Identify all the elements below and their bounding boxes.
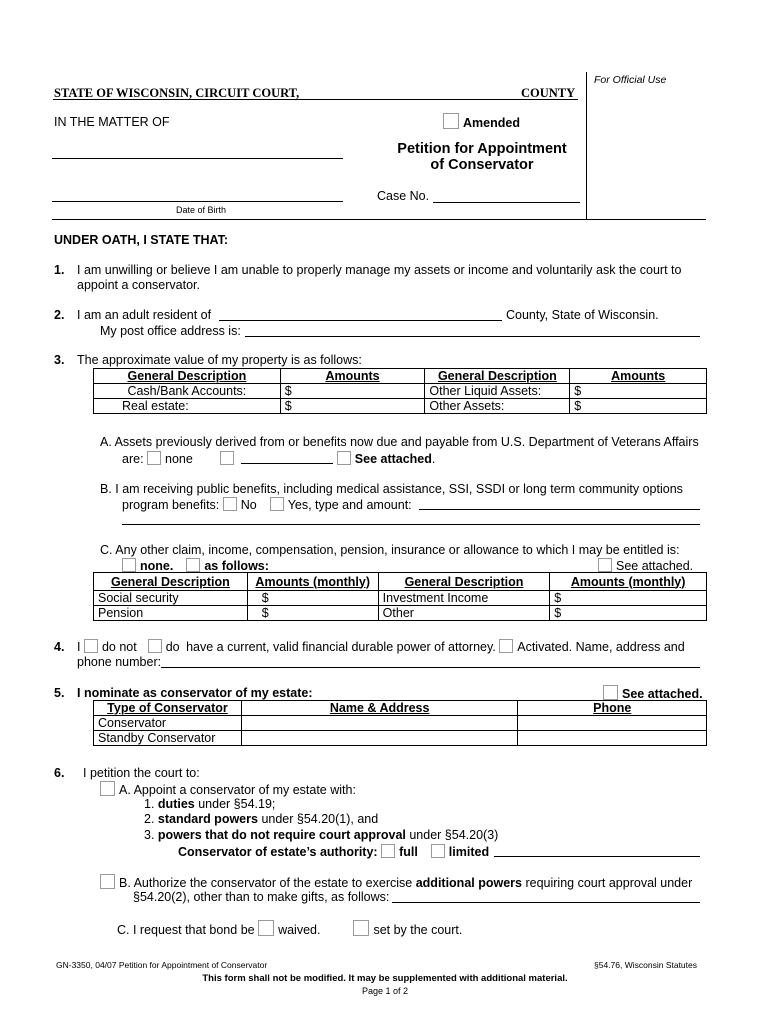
- property-desc-cell: Real estate:: [94, 399, 281, 414]
- item4-line1: [77, 639, 685, 654]
- income-amount-cell[interactable]: $: [247, 591, 378, 606]
- income-amount-cell[interactable]: $: [550, 606, 707, 621]
- property-amount-cell[interactable]: $: [570, 384, 707, 399]
- property-desc-cell: Cash/Bank Accounts:: [94, 384, 281, 399]
- income-header-cell: Amounts (monthly): [247, 573, 378, 591]
- income-desc-cell: Social security: [94, 591, 248, 606]
- table-row: [94, 731, 707, 746]
- limited-authority-field[interactable]: [494, 856, 700, 857]
- table-row: [94, 591, 707, 606]
- case-no-field[interactable]: [433, 202, 580, 203]
- item6a-2-number: 2.: [144, 812, 155, 826]
- bond-set-checkbox[interactable]: [353, 920, 369, 936]
- phone-number-label: phone number:: [77, 655, 162, 669]
- activated-label: Activated. Name, address and: [517, 640, 685, 654]
- modification-notice: This form shall not be modified. It may be supplemented with additional material.: [202, 973, 568, 984]
- item2-number: 2.: [54, 308, 65, 322]
- authority-label: Conservator of estate’s authority:: [178, 845, 378, 859]
- property-header-cell: General Description: [425, 369, 570, 384]
- official-use-divider: [586, 72, 587, 220]
- property-desc-cell: Other Liquid Assets:: [425, 384, 570, 399]
- item5-label: I nominate as conservator of my estate:: [77, 686, 313, 700]
- conservator-see-attached-label: See attached.: [622, 687, 703, 701]
- income-header-cell: General Description: [94, 573, 248, 591]
- program-benefits-label: program benefits:: [122, 498, 220, 512]
- court-heading: STATE OF WISCONSIN, CIRCUIT COURT,: [54, 86, 300, 100]
- item6a-text: A. Appoint a conservator of my estate with:: [119, 783, 356, 797]
- income-header-cell: General Description: [378, 573, 550, 591]
- claims-none-label: none.: [140, 559, 174, 573]
- are-label: are:: [122, 452, 144, 466]
- limited-label: limited: [448, 845, 490, 859]
- item5-number: 5.: [54, 686, 65, 700]
- conservator-header-cell: Type of Conservator: [94, 701, 242, 716]
- appoint-conservator-checkbox[interactable]: [100, 781, 115, 796]
- county-heading: COUNTY: [521, 86, 576, 100]
- property-header-cell: General Description: [94, 369, 281, 384]
- item4-number: 4.: [54, 640, 65, 654]
- claims-none-checkbox[interactable]: [122, 558, 136, 572]
- benefits-no-label: No: [240, 498, 257, 512]
- authority-full-checkbox[interactable]: [381, 844, 395, 858]
- amended-checkbox[interactable]: [443, 113, 459, 129]
- form-title-line2: of Conservator: [430, 157, 534, 173]
- bond-label: C. I request that bond be: [117, 923, 255, 937]
- benefits-type-field-line2[interactable]: [122, 524, 700, 525]
- claims-follows-checkbox[interactable]: [186, 558, 200, 572]
- case-no-label: Case No.: [377, 189, 430, 203]
- item1-text-line2: appoint a conservator.: [77, 278, 200, 292]
- item6a-1: [144, 797, 275, 811]
- see-attached-period: .: [431, 452, 436, 466]
- property-desc-cell: Other Assets:: [425, 399, 570, 414]
- property-amount-cell[interactable]: $: [280, 384, 425, 399]
- property-table: [93, 368, 707, 414]
- poa-activated-checkbox[interactable]: [499, 639, 513, 653]
- income-table: [93, 572, 707, 621]
- item6c-options: [117, 920, 462, 937]
- header-bottom-rule: [52, 219, 706, 220]
- income-desc-cell: Investment Income: [378, 591, 550, 606]
- bond-waived-checkbox[interactable]: [258, 920, 274, 936]
- item3c-text: C. Any other claim, income, compensation, pension, insurance or allowance to which I may be entitled is:: [100, 543, 680, 557]
- item6a-2-bold: standard powers: [157, 812, 258, 826]
- claims-see-attached-option[interactable]: [598, 558, 693, 573]
- oath-heading: UNDER OATH, I STATE THAT:: [54, 233, 229, 247]
- amended-option[interactable]: [443, 113, 520, 130]
- do-not-label: do not: [101, 640, 137, 654]
- address-field[interactable]: [245, 336, 700, 337]
- item3-number: 3.: [54, 353, 65, 367]
- table-row: [94, 384, 707, 399]
- item6a-2: [144, 812, 378, 826]
- table-row: [94, 399, 707, 414]
- item3b-options: [122, 497, 412, 512]
- item6-label: I petition the court to:: [83, 766, 200, 780]
- conservator-header-cell: Name & Address: [241, 701, 517, 716]
- claims-follows-label: as follows:: [204, 559, 269, 573]
- dob-label: Date of Birth: [176, 205, 227, 215]
- see-attached-label: See attached: [354, 452, 432, 466]
- item3b-text: B. I am receiving public benefits, including medical assistance, SSI, SSDI or long term community options: [100, 482, 683, 496]
- claims-see-attached-checkbox[interactable]: [598, 558, 612, 572]
- conservator-see-attached-option[interactable]: [603, 685, 703, 701]
- authority-options: [178, 844, 489, 859]
- poa-text: have a current, valid financial durable power of attorney.: [186, 640, 496, 654]
- item1-text-line1: I am unwilling or believe I am unable to properly manage my assets or income and voluntarily ask the court to: [77, 263, 682, 277]
- item6a-option[interactable]: [100, 781, 356, 797]
- conservator-name-cell[interactable]: [241, 731, 517, 746]
- property-amount-cell[interactable]: $: [570, 399, 707, 414]
- property-amount-cell[interactable]: $: [280, 399, 425, 414]
- dob-field[interactable]: [52, 201, 343, 202]
- item3a-options: [122, 451, 435, 466]
- conservator-see-attached-checkbox[interactable]: [603, 685, 618, 700]
- item6b-post: requiring court approval under: [525, 876, 693, 890]
- item6a-1-bold: duties: [157, 797, 195, 811]
- table-row: [94, 716, 707, 731]
- item6a-1-number: 1.: [144, 797, 155, 811]
- authority-limited-checkbox[interactable]: [431, 844, 445, 858]
- statute-reference: §54.76, Wisconsin Statutes: [594, 960, 698, 970]
- property-table-header: [94, 369, 707, 384]
- item1-number: 1.: [54, 263, 65, 277]
- additional-powers-field[interactable]: [392, 902, 700, 903]
- veterans-amount-checkbox[interactable]: [220, 451, 234, 465]
- property-header-cell: Amounts: [570, 369, 707, 384]
- item6a-3-rest: under §54.20(3): [409, 828, 499, 842]
- item6b-bold: additional powers: [415, 876, 522, 890]
- full-label: full: [399, 845, 418, 859]
- item6-number: 6.: [54, 766, 65, 780]
- item6b-pre: B. Authorize the conservator of the estate to exercise: [119, 876, 413, 890]
- conservator-table: [93, 700, 707, 746]
- conservator-phone-cell[interactable]: [518, 731, 707, 746]
- none-label: none: [165, 452, 193, 466]
- veterans-amount-field[interactable]: [241, 452, 333, 464]
- form-title-line1: Petition for Appointment: [397, 141, 567, 157]
- item6a-1-rest: under §54.19;: [198, 797, 276, 811]
- benefits-no-checkbox[interactable]: [223, 497, 237, 511]
- address-label: My post office address is:: [100, 324, 241, 338]
- form-id: GN-3350, 04/07 Petition for Appointment of Conservator: [56, 960, 268, 970]
- item3a-text: A. Assets previously derived from or benefits now due and payable from U.S. Department of Veterans Affairs: [100, 435, 699, 449]
- official-use-label: For Official Use: [594, 74, 667, 86]
- in-the-matter-of: IN THE MATTER OF: [54, 115, 170, 129]
- conservator-type-cell: Standby Conservator: [94, 731, 242, 746]
- income-desc-cell: Other: [378, 606, 550, 621]
- conservator-name-cell[interactable]: [241, 716, 517, 731]
- conservator-table-header: [94, 701, 707, 716]
- item6a-2-rest: under §54.20(1), and: [261, 812, 379, 826]
- table-row: [94, 606, 707, 621]
- conservator-phone-cell[interactable]: [518, 716, 707, 731]
- court-rule: [53, 99, 578, 100]
- claims-see-attached-label: See attached.: [616, 559, 694, 573]
- set-label: set by the court.: [373, 923, 463, 937]
- poa-do-checkbox[interactable]: [148, 639, 162, 653]
- item6a-3-bold: powers that do not require court approval: [157, 828, 406, 842]
- income-amount-cell[interactable]: $: [247, 606, 378, 621]
- conservator-type-cell: Conservator: [94, 716, 242, 731]
- additional-powers-checkbox[interactable]: [100, 874, 115, 889]
- poa-contact-field[interactable]: [161, 667, 700, 668]
- waived-label: waived.: [278, 923, 321, 937]
- item6a-3: [144, 828, 498, 842]
- benefits-yes-checkbox[interactable]: [270, 497, 284, 511]
- veterans-see-attached-checkbox[interactable]: [337, 451, 351, 465]
- item3-label: The approximate value of my property is as follows:: [77, 353, 362, 367]
- matter-name-field[interactable]: [52, 158, 343, 159]
- item4-i: I: [77, 640, 81, 654]
- item3c-options: [122, 558, 269, 573]
- income-amount-cell[interactable]: $: [550, 591, 707, 606]
- conservator-header-cell: Phone: [518, 701, 707, 716]
- poa-do-not-checkbox[interactable]: [84, 639, 98, 653]
- county-field[interactable]: [219, 320, 502, 321]
- benefits-type-field[interactable]: [419, 509, 700, 510]
- item2-county-suffix: County, State of Wisconsin.: [506, 308, 659, 322]
- income-desc-cell: Pension: [94, 606, 248, 621]
- amended-label: Amended: [463, 116, 520, 130]
- item2-label: I am an adult resident of: [77, 308, 212, 322]
- income-header-cell: Amounts (monthly): [550, 573, 707, 591]
- veterans-none-checkbox[interactable]: [147, 451, 161, 465]
- item6a-3-number: 3.: [144, 828, 155, 842]
- item6b-option[interactable]: [100, 874, 692, 890]
- income-table-header: [94, 573, 707, 591]
- page-number: Page 1 of 2: [361, 986, 409, 996]
- benefits-yes-label: Yes, type and amount:: [287, 498, 412, 512]
- item6b-line2: §54.20(2), other than to make gifts, as follows:: [133, 890, 390, 904]
- do-label: do: [165, 640, 180, 654]
- property-header-cell: Amounts: [280, 369, 425, 384]
